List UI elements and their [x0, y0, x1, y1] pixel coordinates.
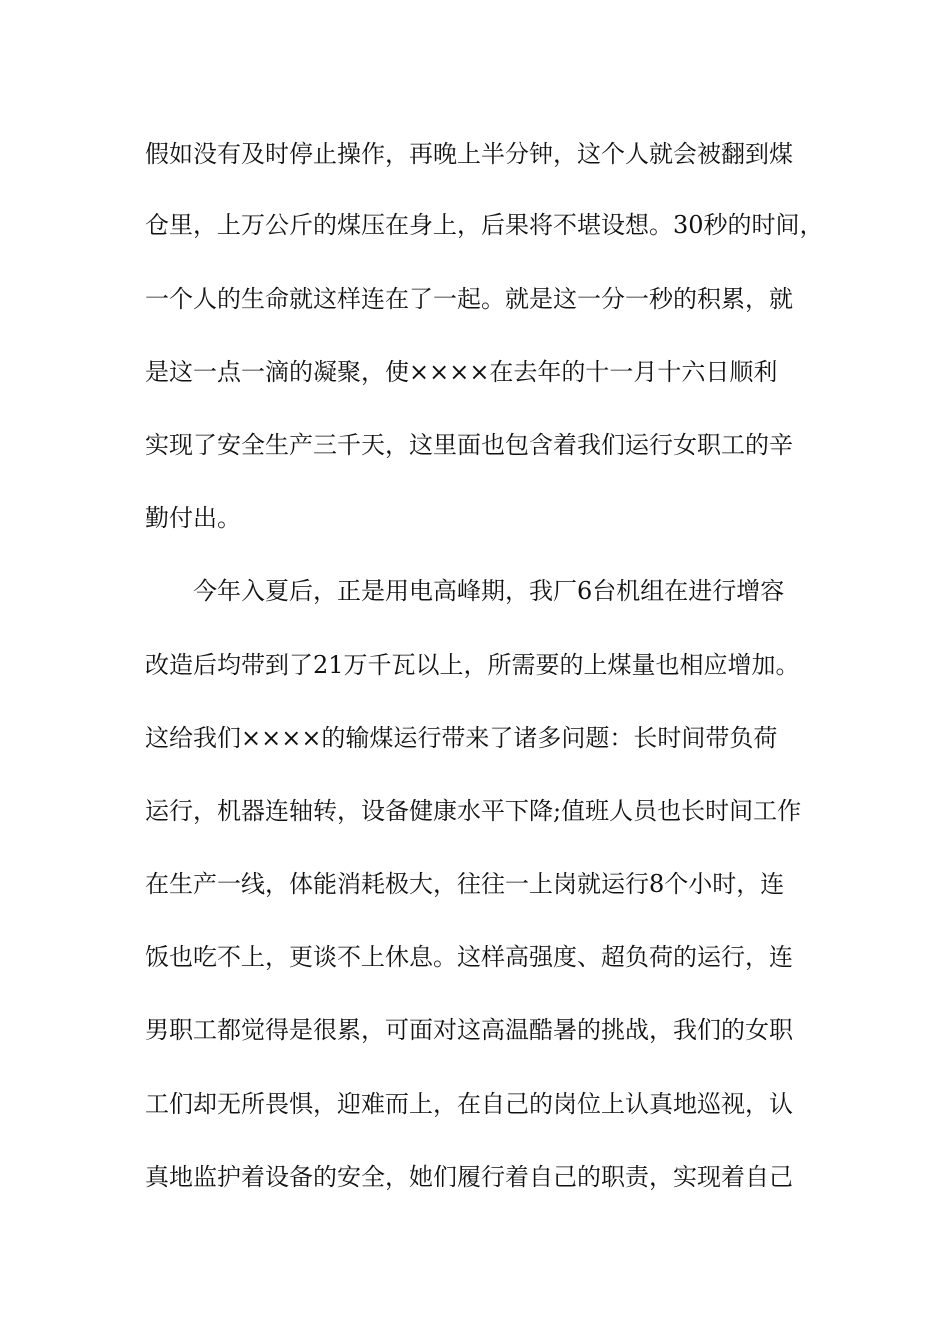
text-line: 是这一点一滴的凝聚，使××××在去年的十一月十六日顺利	[145, 358, 778, 386]
text-line: 假如没有及时停止操作，再晚上半分钟，这个人就会被翻到煤	[145, 140, 793, 168]
text-line: 改造后均带到了21万千瓦以上，所需要的上煤量也相应增加。	[145, 651, 800, 679]
text-line: 仓里，上万公斤的煤压在身上，后果将不堪设想。30秒的时间，	[145, 211, 824, 239]
paragraph-first-line: 今年入夏后，正是用电高峰期，我厂6台机组在进行增容	[193, 577, 785, 605]
text-line: 实现了安全生产三千天，这里面也包含着我们运行女职工的辛	[145, 431, 793, 459]
text-line: 运行，机器连轴转，设备健康水平下降;值班人员也长时间工作	[145, 797, 802, 825]
text-line: 在生产一线，体能消耗极大，往往一上岗就运行8个小时，连	[145, 870, 785, 898]
text-line: 这给我们××××的输煤运行带来了诸多问题：长时间带负荷	[145, 724, 778, 752]
text-line: 工们却无所畏惧，迎难而上，在自己的岗位上认真地巡视，认	[145, 1090, 793, 1118]
text-line: 饭也吃不上，更谈不上休息。这样高强度、超负荷的运行，连	[145, 943, 793, 971]
text-line: 一个人的生命就这样连在了一起。就是这一分一秒的积累，就	[145, 285, 793, 313]
text-line: 真地监护着设备的安全，她们履行着自己的职责，实现着自己	[145, 1163, 793, 1191]
text-line: 男职工都觉得是很累，可面对这高温酷暑的挑战，我们的女职	[145, 1016, 793, 1044]
text-line: 勤付出。	[145, 504, 241, 532]
